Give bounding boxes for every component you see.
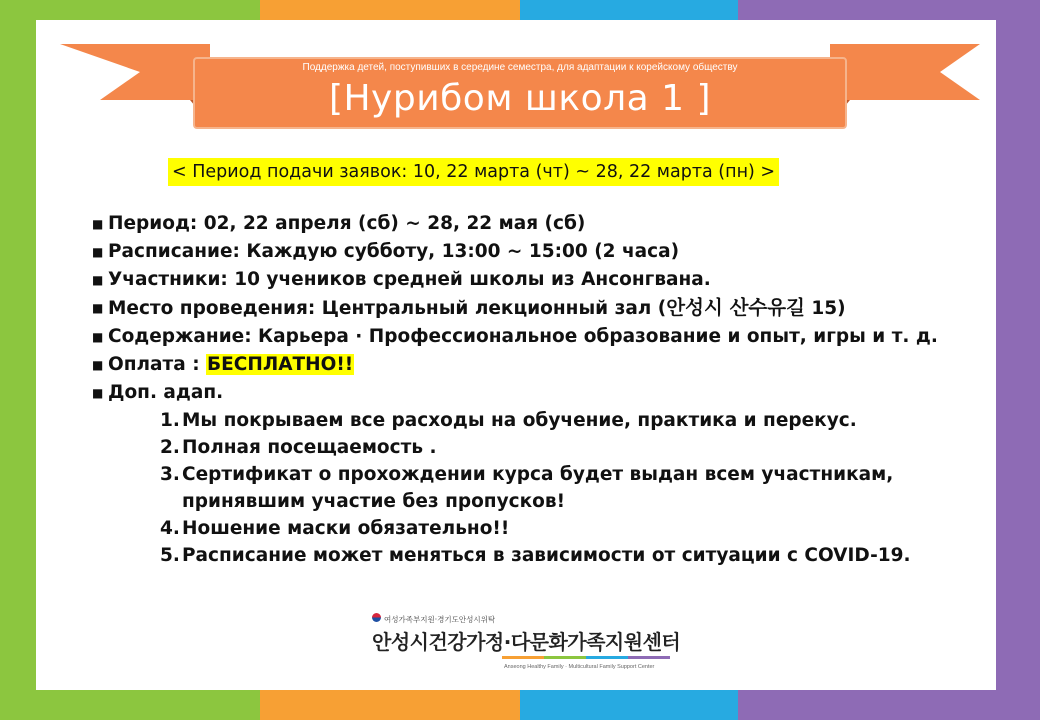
detail-period-text: Период: 02, 22 апреля (сб) ~ 28, 22 мая (сб) <box>108 213 586 234</box>
additional-item-text: Мы покрываем все расходы на обучение, практика и перекус. <box>182 410 857 431</box>
banner-title: [Нурибом школа 1 ] <box>328 78 712 119</box>
list-item <box>160 542 972 569</box>
list-item <box>160 515 972 542</box>
government-emblem-icon <box>372 613 381 622</box>
detail-schedule <box>92 238 972 266</box>
detail-venue-korean: 안성시 산수유길 <box>666 296 805 319</box>
detail-participants <box>92 266 972 294</box>
square-bullet-icon: ■ <box>92 386 104 400</box>
square-bullet-icon: ■ <box>92 358 104 372</box>
application-period: < Период подачи заявок: 10, 22 марта (чт) ~ 28, 22 марта (пн) > <box>168 158 779 186</box>
detail-content <box>92 323 972 351</box>
detail-additional-label: Доп. адап. <box>108 382 224 403</box>
list-item <box>160 434 972 461</box>
detail-participants-text: Участники: 10 учеников средней школы из Ансонгвана. <box>108 269 711 290</box>
detail-additional <box>92 379 972 569</box>
list-item <box>160 461 972 515</box>
additional-item-text: Ношение маски обязательно!! <box>182 518 510 539</box>
additional-item-text: Сертификат о прохождении курса будет выдан всем участникам, принявшим участие без пропусков! <box>182 464 894 512</box>
logo-center-name: 안성시건강가정·다문화가족지원센터 <box>372 630 681 654</box>
detail-content-text: Содержание: Карьера · Профессиональное образование и опыт, игры и т. д. <box>108 326 938 347</box>
detail-venue-suffix: 15) <box>804 298 846 319</box>
additional-item-text: Полная посещаемость . <box>182 437 437 458</box>
title-ribbon <box>60 40 980 140</box>
detail-fee-label: Оплата : <box>108 354 207 375</box>
detail-venue-prefix: Место проведения: Центральный лекционный зал ( <box>108 298 667 319</box>
center-logo <box>372 612 681 678</box>
details-list <box>92 210 972 569</box>
additional-item-text: Расписание может меняться в зависимости от ситуации с COVID-19. <box>182 545 911 566</box>
detail-period <box>92 210 972 238</box>
square-bullet-icon: ■ <box>92 217 104 231</box>
logo-ministry-line: 여성가족부지원·경기도안성시위탁 <box>384 615 496 624</box>
logo-english-line: Anseong Healthy Family · Multicultural Family Support Center <box>504 664 655 670</box>
detail-fee <box>92 351 972 379</box>
square-bullet-icon: ■ <box>92 330 104 344</box>
detail-fee-value: БЕСПЛАТНО!! <box>207 354 354 375</box>
item-number: 4. <box>160 518 180 539</box>
square-bullet-icon: ■ <box>92 245 104 259</box>
additional-list <box>108 407 972 569</box>
detail-schedule-text: Расписание: Каждую субботу, 13:00 ~ 15:00 (2 часа) <box>108 241 680 262</box>
square-bullet-icon: ■ <box>92 273 104 287</box>
item-number: 3. <box>160 464 180 485</box>
item-number: 2. <box>160 437 180 458</box>
list-item <box>160 407 972 434</box>
item-number: 1. <box>160 410 180 431</box>
banner-subtitle: Поддержка детей, поступивших в середине семестра, для адаптации к корейскому обществу <box>302 62 738 73</box>
detail-venue <box>92 294 972 323</box>
logo-color-bar <box>502 656 670 659</box>
square-bullet-icon: ■ <box>92 301 104 315</box>
item-number: 5. <box>160 545 180 566</box>
